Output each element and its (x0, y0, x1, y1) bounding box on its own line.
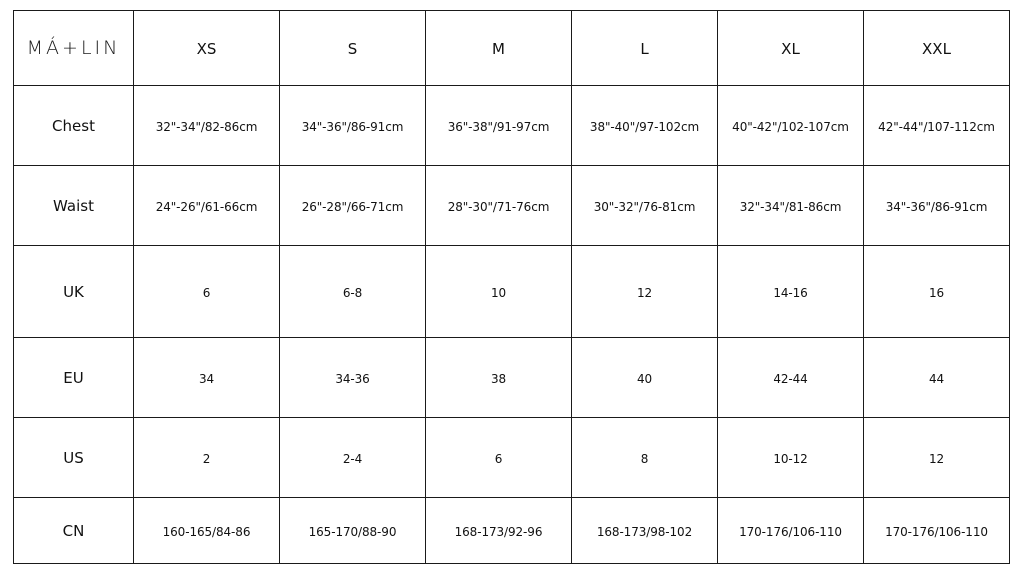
table-row-cn (14, 498, 1010, 564)
cell-value: 34"-36"/86-91cm (301, 120, 404, 134)
table-row-eu (14, 338, 1010, 418)
table-cell (718, 498, 864, 564)
size-header-label: L (640, 39, 649, 58)
table-cell (426, 418, 572, 498)
table-row-uk (14, 246, 1010, 338)
cell-value: 165-170/88-90 (308, 525, 397, 539)
cell-value: 170-176/106-110 (885, 525, 988, 539)
table-cell (864, 338, 1010, 418)
table-cell (572, 338, 718, 418)
row-label: US (63, 449, 84, 467)
size-header-xl (718, 11, 864, 86)
table-cell (864, 166, 1010, 246)
table-cell (718, 166, 864, 246)
row-label-cell (14, 86, 134, 166)
table-cell (426, 246, 572, 338)
table-cell (134, 86, 280, 166)
size-header-s (280, 11, 426, 86)
table-cell (718, 86, 864, 166)
table-cell (426, 498, 572, 564)
table-cell (134, 166, 280, 246)
row-label-cell (14, 338, 134, 418)
table-cell (280, 86, 426, 166)
table-cell (280, 498, 426, 564)
cell-value: 160-165/84-86 (162, 525, 251, 539)
table-cell (864, 246, 1010, 338)
cell-value: 42"-44"/107-112cm (878, 120, 995, 134)
row-label: Chest (52, 117, 95, 135)
cell-value: 6-8 (342, 286, 363, 300)
size-header-xxl (864, 11, 1010, 86)
size-header-label: S (347, 39, 358, 58)
cell-value: 170-176/106-110 (739, 525, 842, 539)
cell-value: 32"-34"/82-86cm (155, 120, 258, 134)
cell-value: 6 (494, 452, 503, 466)
table-row-chest (14, 86, 1010, 166)
cell-value: 168-173/98-102 (596, 525, 693, 539)
table-cell (572, 498, 718, 564)
table-cell (134, 246, 280, 338)
row-label: Waist (53, 197, 94, 215)
cell-value: 10 (490, 286, 507, 300)
table-cell (426, 338, 572, 418)
table-cell (280, 246, 426, 338)
row-label: CN (62, 522, 85, 540)
table-cell (134, 338, 280, 418)
size-header-label: XS (196, 39, 217, 58)
cell-value: 34-36 (335, 372, 370, 386)
size-header-label: M (492, 39, 505, 58)
size-header-m (426, 11, 572, 86)
table-cell (134, 498, 280, 564)
table-cell (572, 246, 718, 338)
table-cell (426, 166, 572, 246)
table-cell (426, 86, 572, 166)
cell-value: 40 (636, 372, 653, 386)
cell-value: 2 (202, 452, 211, 466)
table-cell (572, 86, 718, 166)
cell-value: 12 (636, 286, 653, 300)
size-header-xs (134, 11, 280, 86)
cell-value: 10-12 (773, 452, 808, 466)
table-cell (864, 418, 1010, 498)
row-label-cell (14, 166, 134, 246)
table-header-row (14, 11, 1010, 86)
table-cell (134, 418, 280, 498)
row-label-cell (14, 246, 134, 338)
table-cell (718, 418, 864, 498)
table-cell (864, 498, 1010, 564)
brand-logo: MÁ+LIN (26, 37, 121, 59)
cell-value: 44 (928, 372, 945, 386)
table-cell (280, 166, 426, 246)
cell-value: 28"-30"/71-76cm (447, 200, 550, 214)
cell-value: 36"-38"/91-97cm (447, 120, 550, 134)
table-cell (280, 418, 426, 498)
cell-value: 38"-40"/97-102cm (589, 120, 700, 134)
table-cell (718, 338, 864, 418)
table-row-us (14, 418, 1010, 498)
cell-value: 38 (490, 372, 507, 386)
row-label: EU (63, 369, 84, 387)
cell-value: 12 (928, 452, 945, 466)
row-label-cell (14, 498, 134, 564)
size-header-label: XXL (922, 39, 951, 58)
size-header-l (572, 11, 718, 86)
row-label: UK (63, 283, 84, 301)
cell-value: 42-44 (773, 372, 808, 386)
table-cell (864, 86, 1010, 166)
cell-value: 168-173/92-96 (454, 525, 543, 539)
table-cell (572, 166, 718, 246)
cell-value: 8 (640, 452, 649, 466)
table-cell (572, 418, 718, 498)
table-cell (718, 246, 864, 338)
size-header-label: XL (781, 39, 800, 58)
cell-value: 40"-42"/102-107cm (732, 120, 849, 134)
cell-value: 2-4 (342, 452, 363, 466)
size-chart-table (13, 10, 1010, 564)
cell-value: 34 (198, 372, 215, 386)
table-row-waist (14, 166, 1010, 246)
brand-logo-cell (14, 11, 134, 86)
cell-value: 14-16 (773, 286, 808, 300)
cell-value: 16 (928, 286, 945, 300)
row-label-cell (14, 418, 134, 498)
cell-value: 26"-28"/66-71cm (301, 200, 404, 214)
cell-value: 34"-36"/86-91cm (885, 200, 988, 214)
cell-value: 6 (202, 286, 211, 300)
cell-value: 24"-26"/61-66cm (155, 200, 258, 214)
table-cell (280, 338, 426, 418)
cell-value: 30"-32"/76-81cm (593, 200, 696, 214)
cell-value: 32"-34"/81-86cm (739, 200, 842, 214)
